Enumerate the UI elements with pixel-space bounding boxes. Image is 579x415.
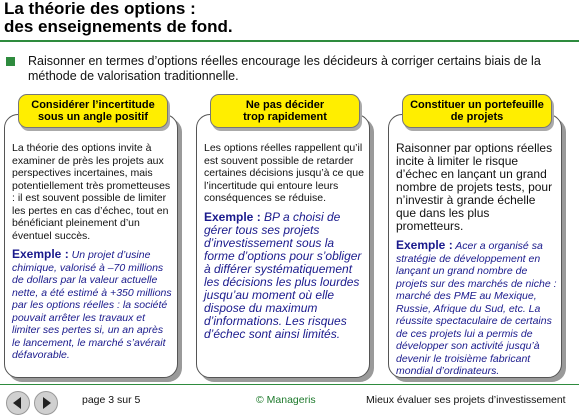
page-title	[4, 0, 564, 36]
column-body	[204, 142, 366, 341]
example-text: BP a choisi de gérer tous ses projets d’investissement sous la forme d’options pour s’obliger à différer systématiquement les décisions les plus lourdes jusqu’au moment où elle dispose du maximum d’informations. Les risques d’échec sont ainsi limités.	[204, 209, 362, 341]
example-text: Acer a organisé sa stratégie de développement en lançant un grand nombre de projets sur des marchés de niche : marché des PME au Mexique, Russie, Afrique du Sud, etc. La réussite spectaculaire de certains de ces projets lui a permis de développer son activité jusqu’à devenir le troisième fabricant mondial d’ordinateurs.	[396, 240, 557, 377]
next-page-button[interactable]	[34, 391, 58, 415]
column-body-text: La théorie des options invite à examiner de près les projets aux perspectives incertaines, mais potentiellement très prometteuses : il est souvent possible de limiter les pertes en cas d’échec, tout en bénéficiant pleinement d’un éventuel succès.	[12, 142, 171, 242]
intro-paragraph	[6, 54, 574, 84]
column-body	[396, 142, 558, 378]
page-indicator: page 3 sur 5	[82, 394, 141, 406]
column-project-portfolio	[388, 94, 566, 376]
column-heading-line-2: sous un angle positif	[37, 111, 148, 123]
example-label: Exemple :	[204, 209, 261, 224]
column-body-text: Les options réelles rappellent qu’il est souvent possible de retarder certaines décisions jusqu’à ce que l’incertitude qui entoure leurs conséquences se réduise.	[204, 142, 364, 204]
copyright: © Manageris	[256, 394, 316, 406]
column-heading-line-2: de projets	[450, 111, 504, 123]
example-label: Exemple :	[12, 247, 69, 261]
intro-text: Raisonner en termes d’options réelles encourage les décideurs à corriger certains biais de la méthode de valorisation traditionnelle.	[28, 54, 541, 83]
column-heading	[402, 94, 552, 128]
column-heading-line-1: Considérer l’incertitude	[31, 98, 155, 111]
footer	[0, 384, 579, 413]
example-block	[12, 248, 174, 362]
previous-page-button[interactable]	[6, 391, 30, 415]
example-label: Exemple :	[396, 238, 453, 252]
example-block	[204, 211, 366, 341]
page-title-line-2: des enseignements de fond.	[4, 17, 233, 36]
column-uncertainty	[4, 94, 182, 376]
example-block	[396, 239, 558, 378]
title-divider	[0, 40, 579, 42]
column-body-text: Raisonner par options réelles incite à limiter le risque d’échec en lançant un grand nombre de projets tests, pour n’investir à grande échelle que dans les plus prometteurs.	[396, 141, 553, 233]
document-title: Mieux évaluer ses projets d’investissement	[366, 394, 566, 406]
square-bullet-icon	[6, 57, 15, 66]
column-body	[12, 142, 174, 362]
column-heading-line-1: Ne pas décider	[245, 98, 325, 111]
next-arrow-icon	[35, 392, 57, 414]
column-heading-line-2: trop rapidement	[243, 111, 327, 123]
column-heading	[210, 94, 360, 128]
previous-arrow-icon	[7, 392, 29, 414]
column-delay-decisions	[196, 94, 374, 376]
column-heading	[18, 94, 168, 128]
column-heading-line-1: Constituer un portefeuille	[410, 98, 544, 111]
example-text: Un projet d’usine chimique, valorisé à –70 millions de dollars par la valeur actuelle nette, a été estimé à +350 millions par les options réelles : la société pouvait arrêter les travaux et limiter ses pertes si, un an après le lancement, le marché s’avérait défavorable.	[12, 249, 172, 361]
page-title-line-1: La théorie des options :	[4, 0, 196, 18]
